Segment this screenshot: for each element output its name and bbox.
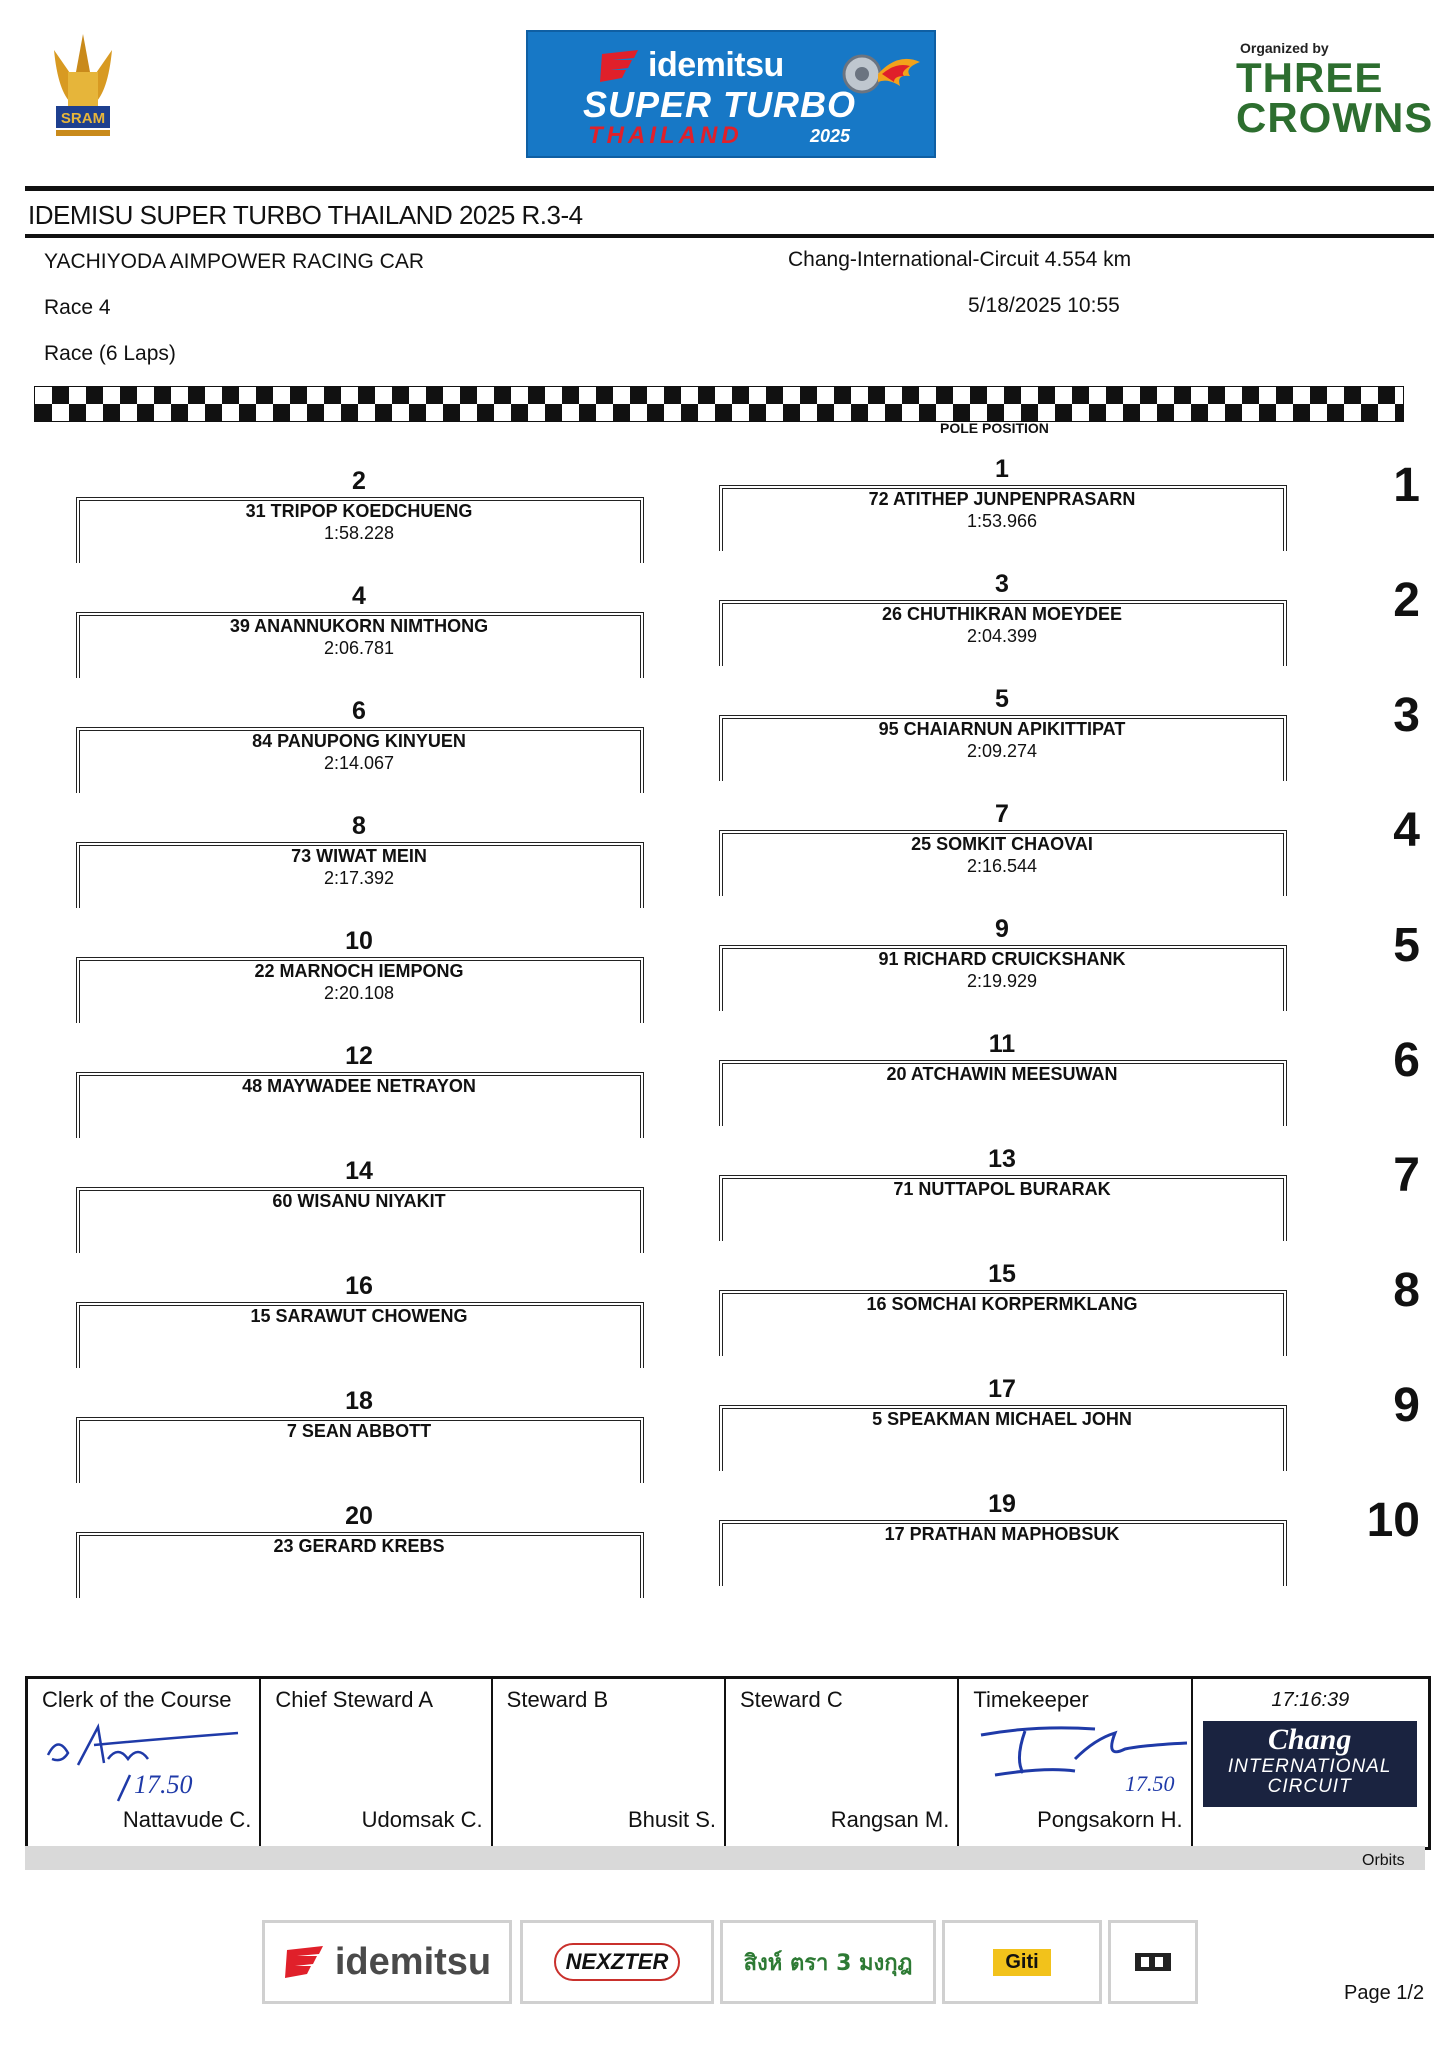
official-role: Chief Steward A xyxy=(275,1687,434,1712)
driver-name: 17 PRATHAN MAPHOBSUK xyxy=(884,1524,1120,1544)
sponsor-name: Giti xyxy=(993,1949,1050,1976)
grid-slot-right xyxy=(719,1490,1285,1562)
official-role: Steward C xyxy=(740,1687,843,1712)
grid-slot-left xyxy=(76,1157,642,1229)
grid-slot-left xyxy=(76,1042,642,1114)
grid-row-number: 4 xyxy=(1393,804,1420,857)
circuit-info: Chang-International-Circuit 4.554 km xyxy=(788,248,1132,271)
grid-position: 20 xyxy=(345,1502,373,1530)
grid-position: 10 xyxy=(345,927,373,955)
page-number: Page 1/2 xyxy=(1344,1982,1425,2004)
grid-slot-left xyxy=(76,1502,642,1574)
svg-text:17.50: 17.50 xyxy=(134,1770,193,1799)
official-name: Udomsak C. xyxy=(361,1807,483,1832)
lap-time: 2:04.399 xyxy=(966,626,1038,646)
grid-row-number: 7 xyxy=(1393,1149,1420,1202)
lap-time: 2:19.929 xyxy=(966,971,1038,991)
driver-name: 95 CHAIARNUN APIKITTIPAT xyxy=(878,719,1126,739)
official-role: Timekeeper xyxy=(973,1687,1089,1712)
grid-slot-right xyxy=(719,800,1285,876)
session-name: Race (6 Laps) xyxy=(44,342,176,365)
clerk-of-course-cell xyxy=(28,1679,261,1847)
grid-position: 18 xyxy=(345,1387,373,1415)
driver-name: 25 SOMKIT CHAOVAI xyxy=(911,834,1093,854)
grid-position: 11 xyxy=(988,1030,1016,1058)
lap-time: 2:09.274 xyxy=(966,741,1038,761)
driver-name: 7 SEAN ABBOTT xyxy=(286,1421,432,1441)
driver-name: 73 WIWAT MEIN xyxy=(291,846,427,866)
timekeeper-cell xyxy=(959,1679,1192,1847)
grid-position: 7 xyxy=(995,800,1009,828)
official-role: Steward B xyxy=(506,1687,609,1712)
grid-slot-right xyxy=(719,1375,1285,1447)
grid-row-number: 9 xyxy=(1393,1379,1420,1432)
grid-slot-right xyxy=(719,1030,1285,1102)
three-crowns-logo xyxy=(1236,54,1434,141)
driver-name: 60 WISANU NIYAKIT xyxy=(272,1191,446,1211)
grid-slot-right xyxy=(719,1145,1285,1217)
circuit-logo-line3: CIRCUIT xyxy=(1267,1776,1352,1797)
grid-slot-left xyxy=(76,697,642,773)
organizer-label: Organized by xyxy=(1240,40,1329,56)
lap-time: 2:17.392 xyxy=(323,868,395,888)
grid-slot-left xyxy=(76,582,642,658)
sponsor-name: idemitsu xyxy=(334,1940,492,1983)
footer-band xyxy=(25,1846,1425,1870)
chief-steward-a-cell xyxy=(261,1679,492,1847)
sponsor-misc-logo xyxy=(1108,1920,1198,2004)
grid-slot-right xyxy=(719,570,1285,646)
grid-slot-left xyxy=(76,812,642,888)
official-name: Rangsan M. xyxy=(830,1807,950,1832)
sram-crest-logo xyxy=(48,32,118,142)
idemitsu-wing-icon xyxy=(598,48,642,84)
organizer-name-line2: CROWNS xyxy=(1236,94,1434,141)
driver-name: 39 ANANNUKORN NIMTHONG xyxy=(229,616,489,636)
driver-name: 23 GERARD KREBS xyxy=(273,1536,445,1556)
driver-name: 71 NUTTAPOL BURARAK xyxy=(893,1179,1111,1199)
grid-position: 6 xyxy=(352,697,366,725)
sponsor-three-crowns-thai-logo xyxy=(720,1920,936,2004)
officials-signature-table xyxy=(25,1676,1431,1850)
clerk-signature xyxy=(38,1715,248,1805)
driver-name: 31 TRIPOP KOEDCHUENG xyxy=(245,501,473,521)
grid-slot-right xyxy=(719,685,1285,761)
driver-name: 91 RICHARD CRUICKSHANK xyxy=(878,949,1126,969)
grid-position: 9 xyxy=(995,915,1009,943)
grid-row-number: 5 xyxy=(1393,919,1420,972)
grid-position: 12 xyxy=(345,1042,373,1070)
circuit-logo-line1: Chang xyxy=(1267,1723,1352,1756)
grid-position: 15 xyxy=(988,1260,1016,1288)
grid-position: 19 xyxy=(988,1490,1016,1518)
race-number: Race 4 xyxy=(44,296,111,319)
title-rule xyxy=(25,234,1434,238)
grid-row-number: 8 xyxy=(1393,1264,1420,1317)
grid-position: 13 xyxy=(988,1145,1016,1173)
grid-row-number: 2 xyxy=(1393,574,1420,627)
timing-provider: Orbits xyxy=(1362,1852,1405,1869)
sponsor-emblem-icon xyxy=(1131,1947,1175,1977)
steward-b-cell xyxy=(493,1679,726,1847)
official-name: Nattavude C. xyxy=(122,1807,252,1832)
race-datetime: 5/18/2025 10:55 xyxy=(968,294,1120,317)
grid-slot-right xyxy=(719,455,1285,531)
grid-slot-left xyxy=(76,927,642,1003)
official-role: Clerk of the Course xyxy=(42,1687,232,1712)
driver-name: 16 SOMCHAI KORPERMKLANG xyxy=(866,1294,1138,1314)
sponsor-idemitsu-logo xyxy=(262,1920,512,2004)
grid-row-number: 6 xyxy=(1393,1034,1420,1087)
svg-text:SRAM: SRAM xyxy=(60,110,106,127)
grid-position: 17 xyxy=(988,1375,1016,1403)
driver-name: 84 PANUPONG KINYUEN xyxy=(252,731,466,751)
class-name: YACHIYODA AIMPOWER RACING CAR xyxy=(44,250,424,273)
grid-position: 16 xyxy=(345,1272,373,1300)
banner-country-text: THAILAND xyxy=(588,122,743,149)
grid-position: 2 xyxy=(352,467,366,495)
grid-row-number: 1 xyxy=(1393,459,1420,512)
organizer-name-line1: THREE xyxy=(1236,54,1384,101)
sponsor-name: สิงห์ ตรา 3 มงกุฎ xyxy=(743,1950,913,1976)
driver-name: 15 SARAWUT CHOWENG xyxy=(250,1306,468,1326)
grid-slot-left xyxy=(76,1272,642,1344)
published-time: 17:16:39 xyxy=(1271,1689,1350,1711)
sponsor-name: NEXZTER xyxy=(554,1943,681,1981)
super-turbo-banner-logo xyxy=(526,30,936,158)
grid-slot-right xyxy=(719,1260,1285,1332)
official-name: Bhusit S. xyxy=(627,1807,716,1832)
grid-row-number: 10 xyxy=(1366,1494,1420,1547)
steward-c-cell xyxy=(726,1679,959,1847)
sponsor-giti-logo xyxy=(942,1920,1102,2004)
grid-slot-right xyxy=(719,915,1285,991)
lap-time: 2:20.108 xyxy=(323,983,395,1003)
grid-slot-left xyxy=(76,1387,642,1459)
circuit-logo-cell xyxy=(1193,1679,1428,1847)
grid-slot-left xyxy=(76,467,642,543)
circuit-logo-line2: INTERNATIONAL xyxy=(1227,1756,1392,1777)
driver-name: 48 MAYWADEE NETRAYON xyxy=(242,1076,476,1096)
svg-text:17.50: 17.50 xyxy=(1125,1771,1175,1796)
official-name: Pongsakorn H. xyxy=(1037,1807,1183,1832)
event-title: IDEMISU SUPER TURBO THAILAND 2025 R.3-4 xyxy=(28,200,583,230)
lap-time: 2:14.067 xyxy=(323,753,395,773)
banner-year-text: 2025 xyxy=(810,126,851,146)
grid-position: 3 xyxy=(995,570,1009,598)
grid-position: 5 xyxy=(995,685,1009,713)
lap-time: 1:53.966 xyxy=(966,511,1038,531)
driver-name: 72 ATITHEP JUNPENPRASARN xyxy=(868,489,1136,509)
grid-position: 1 xyxy=(995,455,1009,483)
pole-position-label: POLE POSITION xyxy=(940,420,1049,436)
grid-position: 8 xyxy=(352,812,366,840)
banner-brand-text: idemitsu xyxy=(648,46,784,84)
grid-position: 14 xyxy=(345,1157,373,1185)
grid-position: 4 xyxy=(352,582,366,610)
idemitsu-wing-icon xyxy=(283,1944,327,1980)
lap-time: 2:06.781 xyxy=(323,638,395,658)
lap-time: 2:16.544 xyxy=(966,856,1038,876)
driver-name: 26 CHUTHIKRAN MOEYDEE xyxy=(881,604,1123,624)
top-rule xyxy=(25,186,1434,191)
driver-name: 20 ATCHAWIN MEESUWAN xyxy=(886,1064,1118,1084)
banner-series-text: SUPER TURBO xyxy=(583,84,857,125)
driver-name: 5 SPEAKMAN MICHAEL JOHN xyxy=(872,1409,1132,1429)
sponsor-nexzter-logo xyxy=(520,1920,714,2004)
timekeeper-signature xyxy=(975,1719,1189,1799)
grid-row-number: 3 xyxy=(1393,689,1420,742)
driver-name: 22 MARNOCH IEMPONG xyxy=(254,961,464,981)
checkered-flag-divider xyxy=(34,386,1404,422)
lap-time: 1:58.228 xyxy=(323,523,395,543)
chang-international-circuit-logo xyxy=(1203,1721,1417,1807)
